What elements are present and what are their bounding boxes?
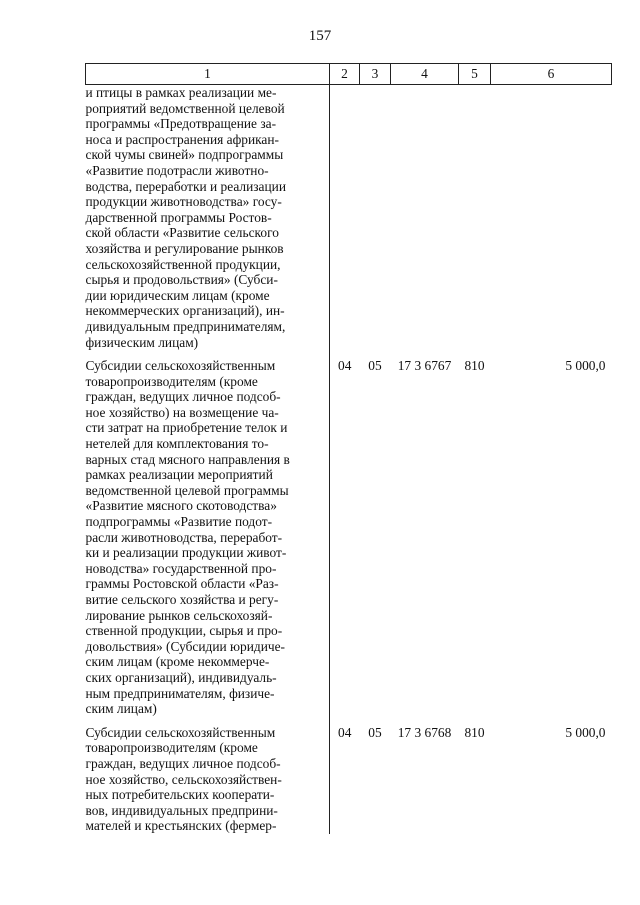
row-description: Субсидии сельскохозяйственным товаропроизводителям (кроме граждан, ведущих личное подсоб- ное хозяйство, сельскохозяйствен- ных потребительских кооперати- вов, индивидуальных предприни- мателей и крестьянских (фермер-	[85, 724, 282, 834]
row-section: 04	[338, 358, 352, 374]
row-description: и птицы в рамках реализации ме- роприятий ведомственной целевой программы «Предотвращение за- носа и распространения африкан- ской чумы свиней» подпрограммы «Развитие подотрасли животно- водства, переработки и реализации продукции животноводства» госу- дарственной программы Ростов- ской области «Развитие сельского хозяйства и регулирование рынков сельскохозяйственной продукции, сырья и продовольствия» (Субси- дии юридическим лицам (кроме некоммерческих организаций), ин- дивидуальным предпринимателям, физическим лицам)	[85, 85, 286, 350]
column-header-2: 2	[330, 64, 360, 85]
row-expense-type: 810	[464, 358, 485, 374]
budget-table	[85, 63, 612, 834]
row-target-article	[391, 85, 459, 351]
row-amount: 5 000,0	[565, 724, 606, 740]
row-spacer	[86, 717, 612, 725]
row-subsection: 05	[368, 358, 382, 374]
column-header-3: 3	[360, 64, 391, 85]
column-header-5: 5	[459, 64, 491, 85]
table-row	[86, 85, 612, 351]
row-target-article: 17 3 6767	[397, 358, 452, 374]
row-amount: 5 000,0	[565, 358, 606, 374]
row-target-article: 17 3 6768	[397, 724, 452, 740]
row-section	[330, 85, 360, 351]
table-header-row	[86, 64, 612, 85]
row-subsection: 05	[368, 724, 382, 740]
row-spacer	[86, 350, 612, 358]
column-header-1: 1	[86, 64, 330, 85]
column-header-6: 6	[491, 64, 612, 85]
row-expense-type	[459, 85, 491, 351]
row-subsection	[360, 85, 391, 351]
row-description: Субсидии сельскохозяйственным товаропроизводителям (кроме граждан, ведущих личное подсоб- ное хозяйство) на возмещение ча- сти затрат на приобретение телок и нетелей для комплектования то- варных стад мясного направления в рамках реализации мероприятий ведомственной целевой программы «Развитие мясного скотоводства» подпрограммы «Развитие подот- расли животноводства, переработ- ки и реализации продукции живот- новодства» государственной про- граммы Ростовской области «Раз- витие сельского хозяйства и регу- лирование рынков сельскохозяй- ственной продукции, сырья и про- довольствия» (Субсидии юридиче- ским лицам (кроме некоммерче- ских организаций), индивидуаль- ным предпринимателям, физиче- ским лицам)	[85, 358, 290, 717]
row-expense-type: 810	[464, 724, 485, 740]
table-row	[86, 725, 612, 834]
page-number: 157	[308, 28, 332, 44]
column-header-4: 4	[391, 64, 459, 85]
row-amount	[491, 85, 612, 351]
row-section: 04	[338, 724, 352, 740]
table-row	[86, 358, 612, 717]
